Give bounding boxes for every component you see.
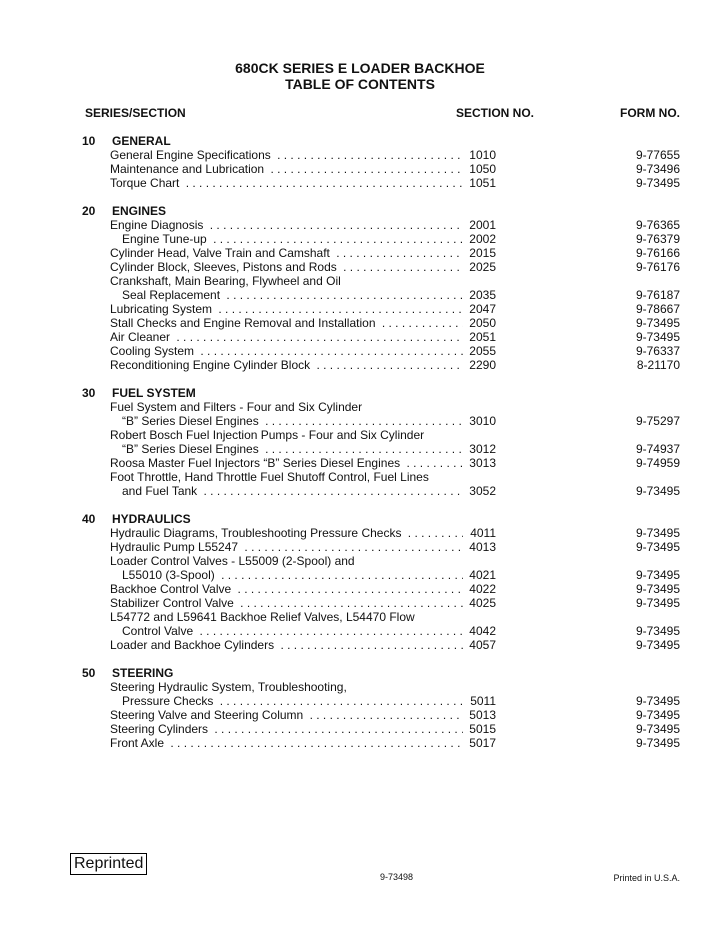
form-no: 9-73496 xyxy=(635,162,680,176)
entry-title: Cooling System xyxy=(110,344,197,358)
entry-leader xyxy=(110,344,496,358)
section-number: 20 xyxy=(82,204,96,218)
entry-title: Backhoe Control Valve xyxy=(110,582,234,596)
form-no: 9-73495 xyxy=(635,176,680,190)
toc-entry xyxy=(0,694,720,708)
section-no: 4042 xyxy=(463,624,496,638)
toc-entry xyxy=(0,288,720,302)
section-no: 4057 xyxy=(463,638,496,652)
form-no: 9-73495 xyxy=(635,568,680,582)
table-of-contents xyxy=(0,134,720,764)
toc-entry xyxy=(0,260,720,274)
section-no: 3012 xyxy=(463,442,496,456)
section-heading xyxy=(0,134,720,148)
entry-title: Roosa Master Fuel Injectors “B” Series Diesel Engines xyxy=(110,456,403,470)
entry-leader xyxy=(122,624,496,638)
entry-title: Cylinder Block, Sleeves, Pistons and Rods xyxy=(110,260,340,274)
entry-title: Front Axle xyxy=(110,736,167,750)
section-no: 2290 xyxy=(463,358,496,372)
toc-section xyxy=(0,204,720,386)
entry-title: Air Cleaner xyxy=(110,330,173,344)
section-no: 4022 xyxy=(463,582,496,596)
section-heading xyxy=(0,386,720,400)
entry-title: L55010 (3-Spool) xyxy=(122,568,218,582)
form-no: 9-76166 xyxy=(635,246,680,260)
entry-title: Loader Control Valves - L55009 (2-Spool) and xyxy=(110,554,355,568)
toc-entry xyxy=(0,400,720,414)
entry-title: L54772 and L59641 Backhoe Relief Valves, L54470 Flow xyxy=(110,610,415,624)
section-no: 2035 xyxy=(463,288,496,302)
entry-title: Pressure Checks xyxy=(122,694,216,708)
entry-leader xyxy=(122,288,496,302)
entry-leader xyxy=(110,246,496,260)
entry-leader xyxy=(110,722,496,736)
section-no: 1051 xyxy=(463,176,496,190)
entry-leader xyxy=(110,316,496,330)
section-no: 2050 xyxy=(463,316,496,330)
section-no: 1050 xyxy=(463,162,496,176)
section-heading xyxy=(0,204,720,218)
form-no: 9-73495 xyxy=(635,540,680,554)
section-no: 4025 xyxy=(463,596,496,610)
entry-leader xyxy=(122,694,496,708)
form-no: 8-21170 xyxy=(636,358,680,372)
toc-entry xyxy=(0,624,720,638)
toc-entry xyxy=(0,316,720,330)
entry-title: Crankshaft, Main Bearing, Flywheel and Oil xyxy=(110,274,341,288)
section-name: HYDRAULICS xyxy=(112,512,191,526)
form-no: 9-73495 xyxy=(635,638,680,652)
entry-title: Engine Diagnosis xyxy=(110,218,206,232)
toc-entry xyxy=(0,470,720,484)
entry-title: Stabilizer Control Valve xyxy=(110,596,237,610)
toc-entry xyxy=(0,218,720,232)
form-no: 9-73495 xyxy=(635,694,680,708)
section-spacer xyxy=(0,372,720,386)
toc-section xyxy=(0,134,720,204)
toc-entry xyxy=(0,722,720,736)
form-no: 9-74959 xyxy=(635,456,680,470)
form-no: 9-77655 xyxy=(635,148,680,162)
toc-entry xyxy=(0,526,720,540)
section-no: 4013 xyxy=(463,540,496,554)
footer-form-number: 9-73498 xyxy=(380,872,414,882)
toc-section xyxy=(0,512,720,666)
document-title: 680CK SERIES E LOADER BACKHOE xyxy=(235,60,485,76)
entry-title: Lubricating System xyxy=(110,302,215,316)
toc-entry xyxy=(0,456,720,470)
toc-entry xyxy=(0,232,720,246)
section-spacer xyxy=(0,750,720,764)
entry-title: Foot Throttle, Hand Throttle Fuel Shutoff Control, Fuel Lines xyxy=(110,470,429,484)
reprinted-stamp: Reprinted xyxy=(70,853,147,875)
form-no: 9-73495 xyxy=(635,624,680,638)
section-no: 2047 xyxy=(463,302,496,316)
toc-section xyxy=(0,386,720,512)
section-spacer xyxy=(0,652,720,666)
toc-entry xyxy=(0,540,720,554)
entry-leader xyxy=(110,176,496,190)
section-no: 2055 xyxy=(463,344,496,358)
section-no: 4011 xyxy=(463,526,496,540)
entry-title: Steering Valve and Steering Column xyxy=(110,708,306,722)
section-no: 5013 xyxy=(463,708,496,722)
toc-entry xyxy=(0,162,720,176)
entry-title: Seal Replacement xyxy=(122,288,223,302)
entry-leader xyxy=(110,260,496,274)
section-name: STEERING xyxy=(112,666,174,680)
entry-title: Torque Chart xyxy=(110,176,182,190)
toc-entry xyxy=(0,708,720,722)
section-no: 4021 xyxy=(463,568,496,582)
section-number: 40 xyxy=(82,512,96,526)
section-no: 1010 xyxy=(463,148,496,162)
section-number: 10 xyxy=(82,134,96,148)
form-no: 9-76365 xyxy=(635,218,680,232)
entry-title: and Fuel Tank xyxy=(122,484,200,498)
toc-entry xyxy=(0,148,720,162)
entry-leader xyxy=(110,162,496,176)
entry-title: Hydraulic Diagrams, Troubleshooting Pressure Checks xyxy=(110,526,404,540)
toc-entry xyxy=(0,736,720,750)
section-name: GENERAL xyxy=(112,134,171,148)
entry-title: Control Valve xyxy=(122,624,196,638)
toc-entry xyxy=(0,582,720,596)
entry-title: Steering Hydraulic System, Troubleshooting, xyxy=(110,680,347,694)
section-no: 3010 xyxy=(463,414,496,428)
section-no: 5015 xyxy=(463,722,496,736)
section-name: ENGINES xyxy=(112,204,167,218)
form-no: 9-76337 xyxy=(635,344,680,358)
entry-leader xyxy=(110,526,496,540)
form-no: 9-73495 xyxy=(635,484,680,498)
form-no: 9-75297 xyxy=(635,414,680,428)
entry-title: Reconditioning Engine Cylinder Block xyxy=(110,358,313,372)
form-no: 9-73495 xyxy=(635,722,680,736)
entry-leader xyxy=(110,540,496,554)
entry-leader xyxy=(122,442,496,456)
entry-leader xyxy=(110,638,496,652)
entry-leader xyxy=(110,736,496,750)
toc-entry xyxy=(0,176,720,190)
entry-title: Cylinder Head, Valve Train and Camshaft xyxy=(110,246,333,260)
toc-heading: TABLE OF CONTENTS xyxy=(285,76,435,92)
entry-leader xyxy=(110,358,496,372)
entry-leader xyxy=(110,708,496,722)
entry-title: “B” Series Diesel Engines xyxy=(122,414,262,428)
entry-leader xyxy=(110,218,496,232)
toc-entry xyxy=(0,596,720,610)
section-no: 5011 xyxy=(463,694,496,708)
section-number: 30 xyxy=(82,386,96,400)
form-no: 9-73495 xyxy=(635,596,680,610)
form-no: 9-78667 xyxy=(635,302,680,316)
form-no: 9-73495 xyxy=(635,330,680,344)
toc-entry xyxy=(0,414,720,428)
section-spacer xyxy=(0,190,720,204)
form-no: 9-73495 xyxy=(635,526,680,540)
section-spacer xyxy=(0,498,720,512)
toc-entry xyxy=(0,330,720,344)
entry-title: Maintenance and Lubrication xyxy=(110,162,267,176)
form-no: 9-76187 xyxy=(635,288,680,302)
entry-title: Steering Cylinders xyxy=(110,722,211,736)
section-number: 50 xyxy=(82,666,96,680)
toc-entry xyxy=(0,442,720,456)
section-no-header: SECTION NO. xyxy=(456,106,535,120)
entry-leader xyxy=(110,302,496,316)
section-no: 3052 xyxy=(463,484,496,498)
entry-title: Loader and Backhoe Cylinders xyxy=(110,638,277,652)
entry-title: Fuel System and Filters - Four and Six Cylinder xyxy=(110,400,363,414)
section-heading xyxy=(0,512,720,526)
entry-leader xyxy=(122,232,496,246)
section-no: 3013 xyxy=(463,456,496,470)
toc-entry xyxy=(0,428,720,442)
entry-leader xyxy=(110,456,496,470)
entry-title: Engine Tune-up xyxy=(122,232,210,246)
form-no: 9-74937 xyxy=(635,442,680,456)
toc-entry xyxy=(0,246,720,260)
section-no: 2051 xyxy=(463,330,496,344)
section-no: 2015 xyxy=(463,246,496,260)
toc-entry xyxy=(0,358,720,372)
section-heading xyxy=(0,666,720,680)
toc-entry xyxy=(0,344,720,358)
toc-entry xyxy=(0,274,720,288)
entry-title: “B” Series Diesel Engines xyxy=(122,442,262,456)
toc-section xyxy=(0,666,720,764)
entry-leader xyxy=(122,484,496,498)
form-no: 9-76176 xyxy=(635,260,680,274)
section-name: FUEL SYSTEM xyxy=(112,386,196,400)
toc-entry xyxy=(0,568,720,582)
form-no: 9-76379 xyxy=(635,232,680,246)
toc-entry xyxy=(0,680,720,694)
entry-title: Robert Bosch Fuel Injection Pumps - Four and Six Cylinder xyxy=(110,428,425,442)
series-section-header: SERIES/SECTION xyxy=(85,106,186,120)
form-no: 9-73495 xyxy=(635,582,680,596)
form-no: 9-73495 xyxy=(635,708,680,722)
entry-title: Hydraulic Pump L55247 xyxy=(110,540,241,554)
section-no: 2025 xyxy=(463,260,496,274)
entry-leader xyxy=(110,330,496,344)
entry-title: Stall Checks and Engine Removal and Installation xyxy=(110,316,379,330)
entry-title: General Engine Specifications xyxy=(110,148,274,162)
section-no: 5017 xyxy=(463,736,496,750)
entry-leader xyxy=(110,582,496,596)
toc-entry xyxy=(0,484,720,498)
entry-leader xyxy=(122,568,496,582)
form-no: 9-73495 xyxy=(635,316,680,330)
section-no: 2001 xyxy=(463,218,496,232)
toc-entry xyxy=(0,554,720,568)
entry-leader xyxy=(110,596,496,610)
toc-entry xyxy=(0,610,720,624)
entry-leader xyxy=(122,414,496,428)
form-no-header: FORM NO. xyxy=(620,106,680,120)
form-no: 9-73495 xyxy=(635,736,680,750)
toc-entry xyxy=(0,302,720,316)
entry-leader xyxy=(110,148,496,162)
printed-in-usa: Printed in U.S.A. xyxy=(613,873,680,883)
section-no: 2002 xyxy=(463,232,496,246)
toc-entry xyxy=(0,638,720,652)
